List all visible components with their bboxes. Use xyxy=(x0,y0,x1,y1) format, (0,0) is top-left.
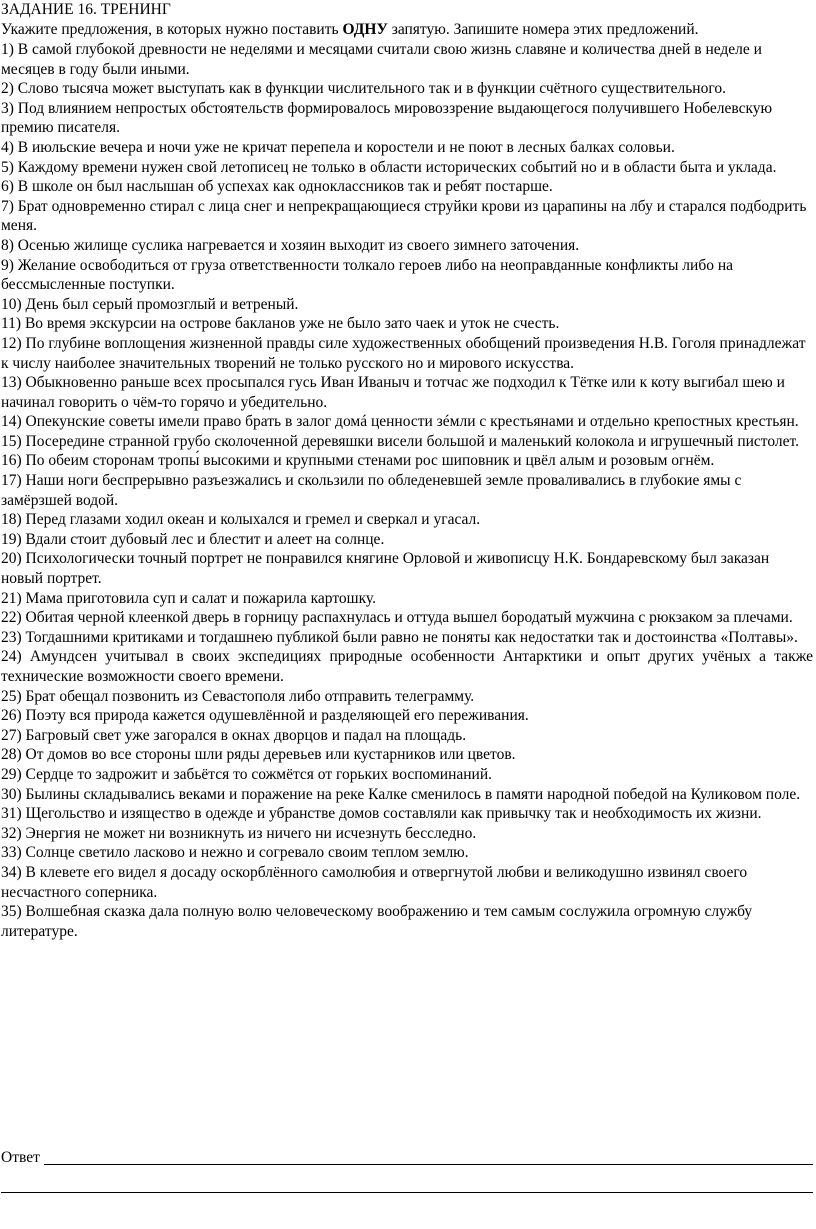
sentence-item: 16) По обеим сторонам тропы́ высокими и крупными стенами рос шиповник и цвёл алым и розовым огнём. xyxy=(1,452,715,470)
sentence-item: 33) Солнце светило ласково и нежно и согревало своим теплом землю. xyxy=(1,844,469,862)
sentence-item: 29) Сердце то задрожит и забьётся то сожмётся от горьких воспоминаний. xyxy=(1,765,493,783)
answer-blank-line[interactable] xyxy=(44,1149,813,1165)
sentence-item: 15) Посередине странной грубо сколоченной деревяшки висели большой и маленький колокола и игрушечный пистолет. xyxy=(1,432,800,450)
sentence-item: 20) Психологически точный портрет не понравился княгине Орловой и живописцу Н.К. Бондаревскому был заказан новый портрет. xyxy=(1,550,770,588)
sentence-item: 2) Слово тысяча может выступать как в функции числительного так и в функции счётного существительного. xyxy=(1,80,726,98)
sentence-item: 9) Желание освободиться от груза ответственности толкало героев либо на неоправданные конфликты либо на бессмысленные поступки. xyxy=(1,256,734,294)
sentence-item: 12) По глубине воплощения жизненной правды силе художественных обобщений произведения Н.В. Гоголя принадлежат к числу наиболее значительных творений не только русского но и мирового искусства. xyxy=(1,334,806,372)
sentence-item: 17) Наши ноги беспрерывно разъезжались и скользили по обледеневшей земле проваливались в глубокие ямы с замёрзшей водой. xyxy=(1,472,742,509)
sentence-item: 19) Вдали стоит дубовый лес и блестит и алеет на солнце. xyxy=(1,530,385,548)
instruction-emphasis: ОДНУ xyxy=(342,21,388,38)
task-instruction xyxy=(1,20,813,40)
sentence-item: 1) В самой глубокой древности не неделями и месяцами считали свою жизнь славяне и количества дней в неделе и месяцев в году были иными. xyxy=(1,41,762,78)
answer-label: Ответ xyxy=(1,1149,40,1166)
sentence-item: 4) В июльские вечера и ночи уже не кричат перепела и коростели и не поют в лесных балках соловьи. xyxy=(1,138,675,156)
sentence-item: 21) Мама приготовила суп и салат и пожарила картошку. xyxy=(1,589,376,607)
instruction-text-after: запятую. Запишите номера этих предложений. xyxy=(387,21,699,38)
sentence-item: 30) Былины складывались веками и поражение на реке Калке сменилось в памяти народной победой на Куликовом поле. xyxy=(1,785,801,803)
sentence-item: 3) Под влиянием непростых обстоятельств формировалось мировоззрение выдающегося получившего Нобелевскую премию писателя. xyxy=(1,99,773,137)
sentence-item: 32) Энергия не может ни возникнуть из ничего ни исчезнуть бесследно. xyxy=(1,824,477,842)
sentence-item: 11) Во время экскурсии на острове бакланов уже не было зато чаек и уток не счесть. xyxy=(1,315,560,333)
sentence-item: 5) Каждому времени нужен свой летописец не только в области исторических событий но и в области быта и уклада. xyxy=(1,158,777,176)
sentence-item: 7) Брат одновременно стирал с лица снег и непрекращающиеся струйки крови из царапины на лбу и старался подбодрить меня. xyxy=(1,197,807,235)
sentence-item: 23) Тогдашними критиками и тогдашнею публикой были равно не поняты как недостатки так и достоинства «Полтавы». xyxy=(1,628,798,646)
instruction-text-before: Укажите предложения, в которых нужно поставить xyxy=(1,21,343,38)
answer-block xyxy=(1,1148,813,1168)
sentence-list xyxy=(1,40,813,941)
sentence-item: 6) В школе он был наслышан об успехах как одноклассников так и ребят постарше. xyxy=(1,178,553,196)
sentence-item: 28) От домов во все стороны шли ряды деревьев или кустарников или цветов. xyxy=(1,746,516,764)
sentence-item: 8) Осенью жилище суслика нагревается и хозяин выходит из своего зимнего заточения. xyxy=(1,236,580,254)
sentence-item: 34) В клевете его видел я досаду оскорблённого самолюбия и отвергнутой любви и великодушно извинял своего несчастного соперника. xyxy=(1,863,748,901)
sentence-item: 31) Щегольство и изящество в одежде и убранстве домов составляли как привычку так и необходимость их жизни. xyxy=(1,805,762,823)
sentence-item: 22) Обитая черной клеенкой дверь в горницу распахнулась и оттуда вышел бородатый мужчина с рюкзаком за плечами. xyxy=(1,609,793,627)
sentence-item: 27) Багровый свет уже загорался в окнах дворцов и падал на площадь. xyxy=(1,726,467,744)
answer-blank-line-second[interactable] xyxy=(1,1192,813,1193)
sentence-item: 26) Поэту вся природа кажется одушевлённой и разделяющей его переживания. xyxy=(1,707,529,725)
sentence-item: 25) Брат обещал позвонить из Севастополя либо отправить телеграмму. xyxy=(1,687,475,705)
sentence-item: 13) Обыкновенно раньше всех просыпался гусь Иван Иваныч и тотчас же подходил к Тётке или к коту выгибал шею и начинал говорить о чём-то горячо и убедительно. xyxy=(1,374,785,411)
sentence-item: 18) Перед глазами ходил океан и колыхался и гремел и сверкал и угасал. xyxy=(1,511,481,529)
sentence-item: 14) Опекунские советы имели право брать в залог домá ценности зéмли с крестьянами и отдельно крепостных крестьян. xyxy=(1,413,799,431)
sentence-item: 10) День был серый промозглый и ветреный. xyxy=(1,295,299,313)
task-title: ЗАДАНИЕ 16. ТРЕНИНГ xyxy=(1,1,171,18)
sentence-item: 24) Амундсен учитывал в своих экспедициях природные особенности Антарктики и опыт других учёных а также технические возможности своего времени. xyxy=(1,648,813,685)
sentence-item: 35) Волшебная сказка дала полную волю человеческому воображению и тем самым сослужила огромную службу литературе. xyxy=(1,903,753,940)
answer-row xyxy=(1,1148,813,1168)
